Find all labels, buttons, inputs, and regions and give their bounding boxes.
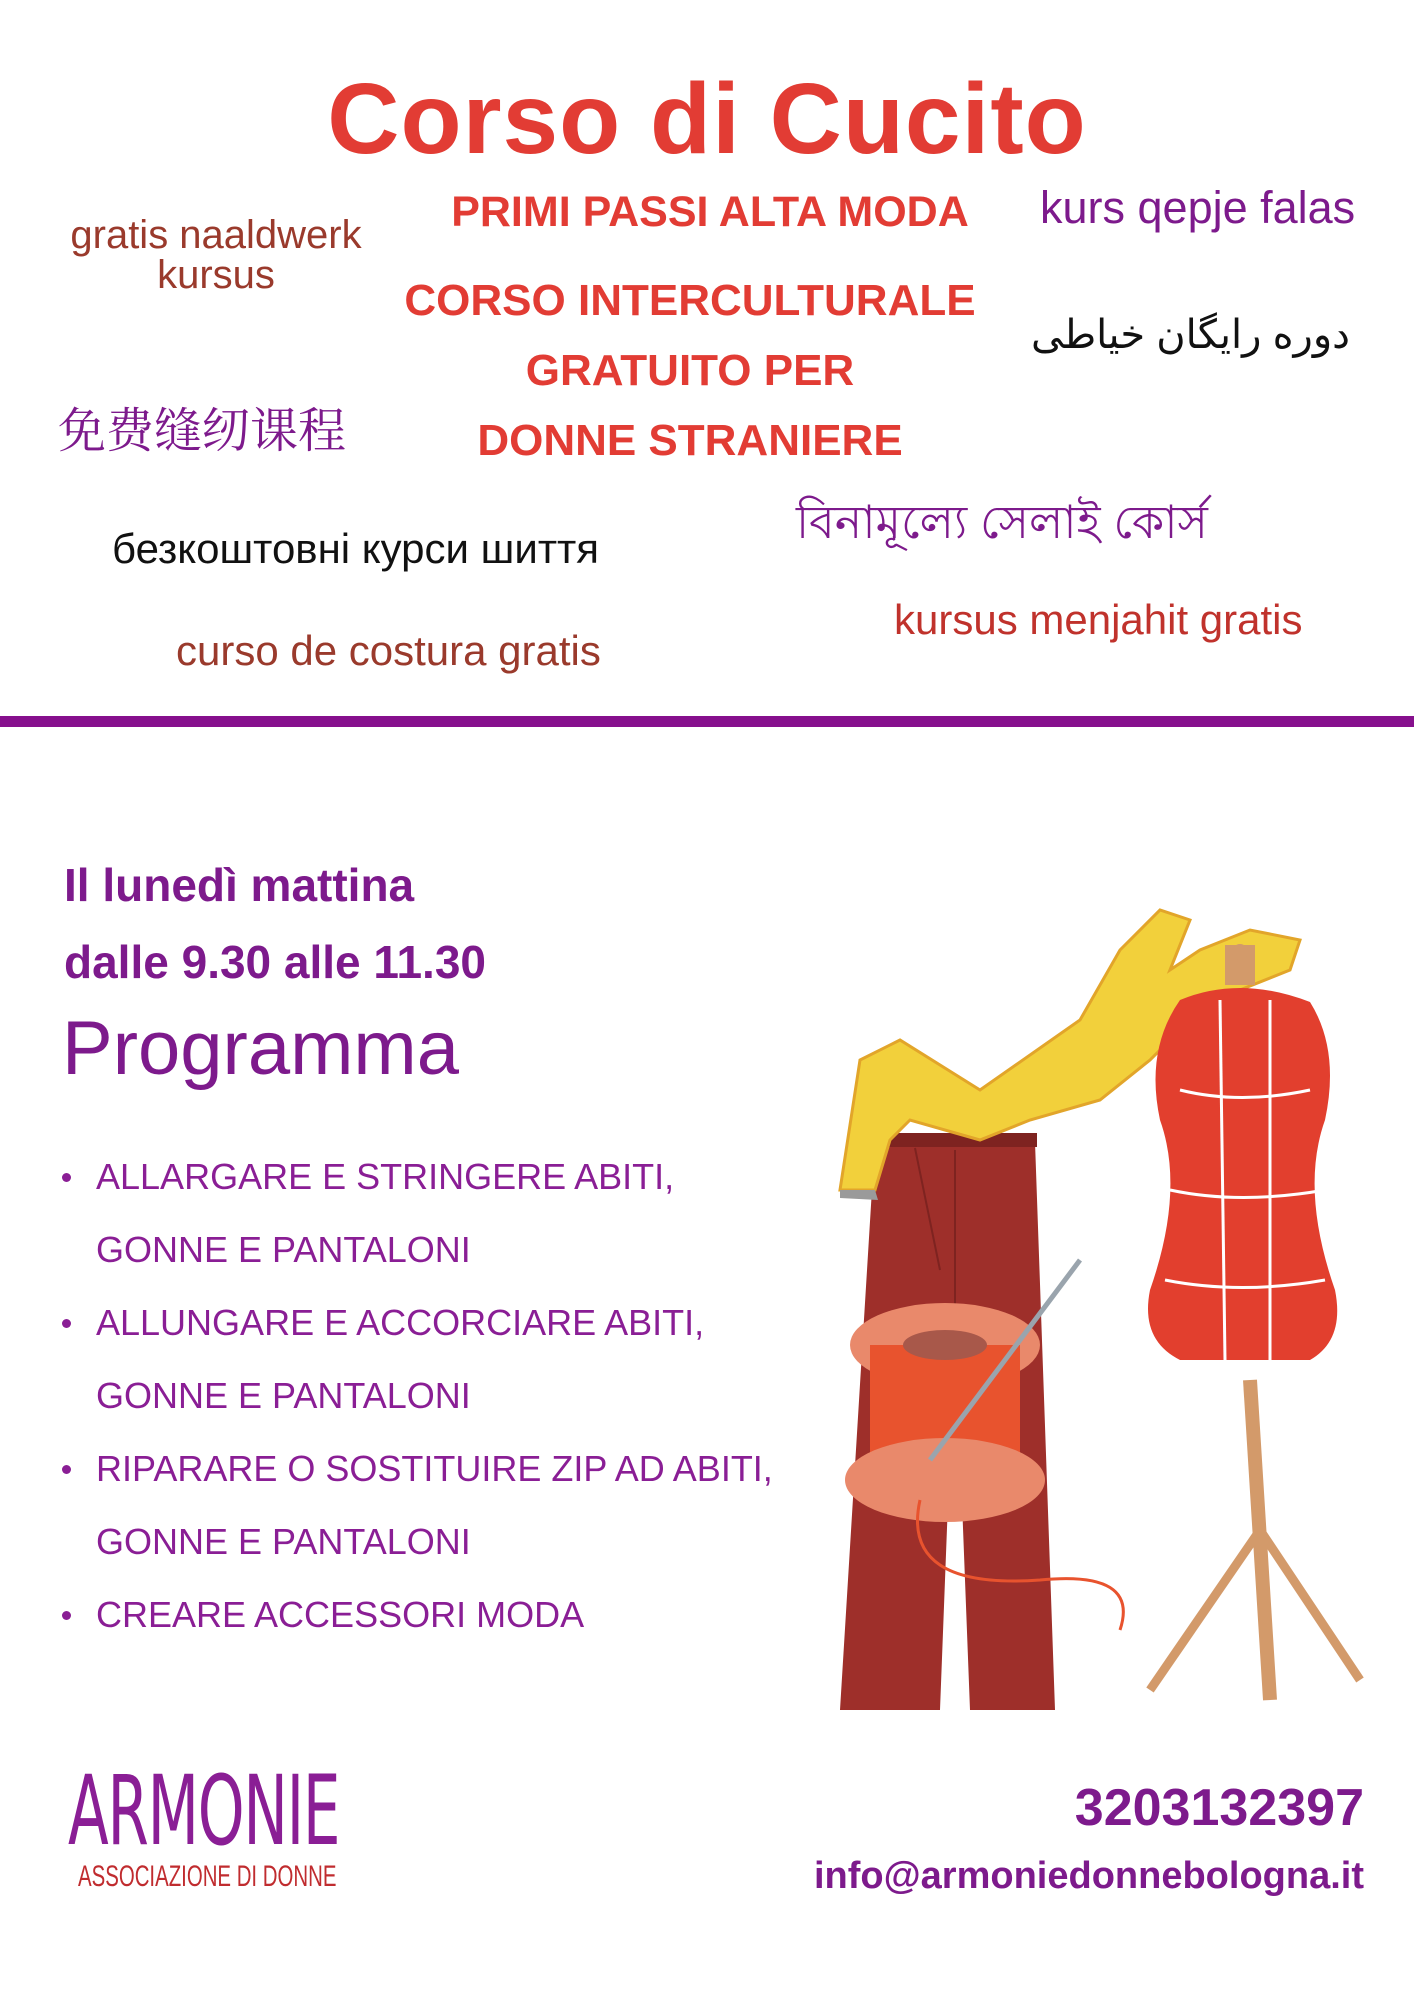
subtitle-intercultural-2: GRATUITO PER	[525, 346, 855, 395]
schedule-time: dalle 9.30 alle 11.30	[64, 936, 486, 988]
ukrainian-text: безкоштовні курси шиття	[112, 525, 600, 572]
section-divider	[0, 716, 1414, 727]
program-list	[62, 1140, 796, 1651]
subtitle-intercultural-1: CORSO INTERCULTURALE	[404, 276, 976, 325]
page-title: Corso di Cucito	[327, 63, 1087, 175]
dutch-text-line1: gratis naaldwerk	[70, 213, 362, 257]
indonesian-text: kursus menjahit gratis	[894, 596, 1303, 643]
logo-tagline: ASSOCIAZIONE DI DONNE	[78, 1860, 337, 1893]
persian-text: دوره رایگان خیاطی	[1030, 313, 1350, 357]
bengali-text: বিনামূল্যে সেলাই কোর্স	[796, 496, 1208, 548]
dutch-text-line2: kursus	[157, 253, 275, 297]
subtitle-primi-passi: PRIMI PASSI ALTA MODA	[451, 188, 969, 236]
chinese-text: 免费缝纫课程	[58, 405, 347, 458]
spanish-text: curso de costura gratis	[176, 627, 601, 674]
sewing-illustration	[780, 890, 1400, 1730]
contact-phone: 3203132397	[1074, 1779, 1364, 1837]
program-item: CREARE ACCESSORI MODA	[62, 1578, 796, 1651]
mannequin-illustration	[1148, 944, 1360, 1700]
program-item: ALLUNGARE E ACCORCIARE ABITI, GONNE E PANTALONI	[62, 1286, 796, 1432]
program-heading: Programma	[62, 1006, 459, 1091]
contact-email: info@armoniedonnebologna.it	[813, 1855, 1364, 1897]
program-item: ALLARGARE E STRINGERE ABITI, GONNE E PANTALONI	[62, 1140, 796, 1286]
albanian-text: kurs qepje falas	[1040, 182, 1356, 233]
program-item: RIPARARE O SOSTITUIRE ZIP AD ABITI, GONNE E PANTALONI	[62, 1432, 796, 1578]
schedule-day: Il lunedì mattina	[64, 859, 415, 911]
subtitle-intercultural-3: DONNE STRANIERE	[477, 416, 903, 465]
logo-name: ARMONIE	[68, 1755, 340, 1867]
